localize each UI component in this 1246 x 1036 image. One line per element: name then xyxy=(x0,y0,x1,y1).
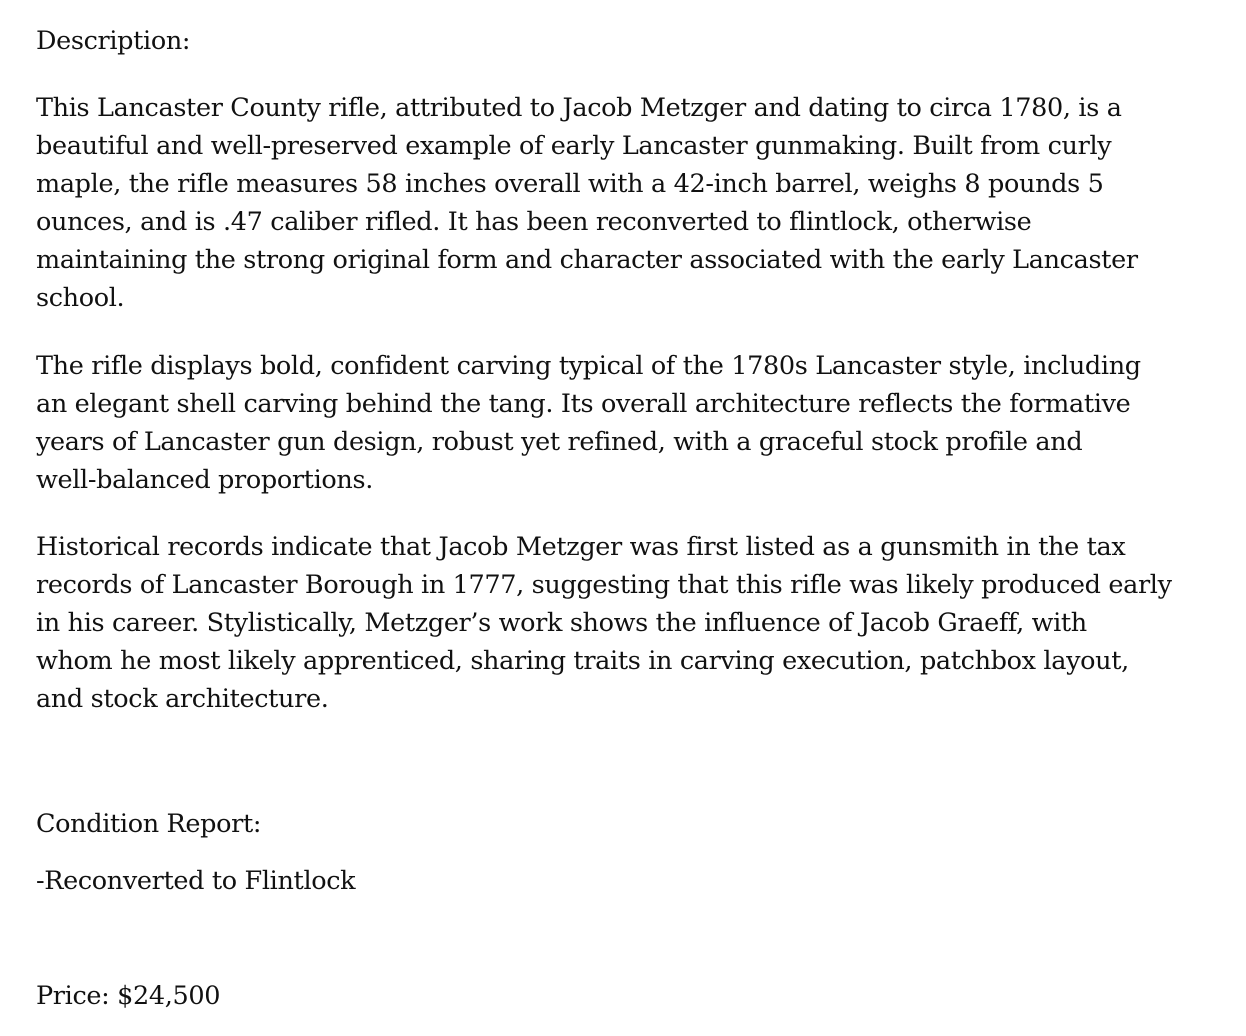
description-paragraph-2: The rifle displays bold, confident carving typical of the 1780s Lancaster style, including an elegant shell carving behind the tang. Its overall architecture reflects the formative years of Lancaster gun design, robust yet refined, with a graceful stock profile and well-balanced proportions. xyxy=(36,351,1141,495)
description-paragraph-3: Historical records indicate that Jacob Metzger was first listed as a gunsmith in the tax records of Lancaster Borough in 1777, suggesting that this rifle was likely produced early in his career. Stylistically, Metzger’s work shows the influence of Jacob Graeff, with whom he most likely apprenticed, sharing traits in carving execution, patchbox layout, and stock architecture. xyxy=(36,532,1172,714)
description-heading: Description: xyxy=(36,26,191,56)
description-paragraph-1: This Lancaster County rifle, attributed to Jacob Metzger and dating to circa 1780, is a beautiful and well-preserved example of early Lancaster gunmaking. Built from curly maple, the rifle measures 58 inches overall with a 42-inch barrel, weighs 8 pounds 5 ounces, and is .47 caliber rifled. It has been reconverted to flintlock, otherwise maintaining the strong original form and character associated with the early Lancaster school. xyxy=(36,93,1138,313)
price-text: Price: $24,500 xyxy=(36,981,221,1011)
listing-details xyxy=(36,0,1216,1036)
condition-report-heading: Condition Report: xyxy=(36,809,262,839)
condition-item: -Reconverted to Flintlock xyxy=(36,866,356,896)
